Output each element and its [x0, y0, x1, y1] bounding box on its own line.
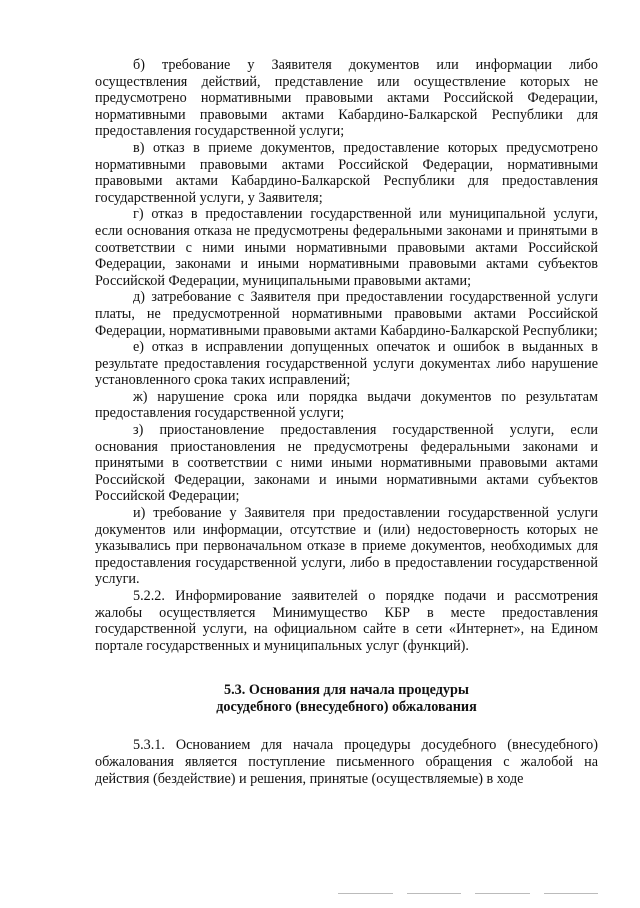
section-heading	[95, 682, 598, 716]
body-paragraph: б) требование у Заявителя документов или информации либо осуществления действий, представление или осуществление которых не предусмотрено нормативными правовыми актами Российской Федерации, нормативными правовыми актами Кабардино-Балкарской Республики для предоставления государственной услуги;	[95, 57, 598, 140]
body-paragraph: и) требование у Заявителя при предоставлении государственной услуги документов или информации, отсутствие и (или) недостоверность которых не указывались при первоначальном отказе в приеме документов, необходимых для предоставления государственной услуги, либо в предоставлении государственной услуги.	[95, 505, 598, 588]
footer-dash	[338, 893, 393, 894]
paragraph-list-top	[95, 57, 598, 654]
body-paragraph: 5.2.2. Информирование заявителей о порядке подачи и рассмотрения жалобы осуществляется Минимущество КБР в месте предоставления государственной услуги, на официальном сайте в сети «Интернет», на Едином портале государственных и муниципальных услуг (функций).	[95, 588, 598, 654]
body-paragraph: з) приостановление предоставления государственной услуги, если основания приостановления не предусмотрены федеральными законами и принятыми в соответствии с ними иными нормативными правовыми актами Российской Федерации, законами и иными нормативными актами субъектов Российской Федерации;	[95, 422, 598, 505]
section-heading-line-2: досудебного (внесудебного) обжалования	[216, 699, 477, 716]
paragraph-list-bottom	[95, 737, 598, 787]
footer-dash	[544, 893, 599, 894]
body-paragraph: ж) нарушение срока или порядка выдачи документов по результатам предоставления государственной услуги;	[95, 388, 598, 422]
footer-dash	[475, 893, 530, 894]
section-heading-line-1: 5.3. Основания для начала процедуры	[224, 682, 469, 699]
document-page	[95, 57, 598, 787]
body-paragraph: д) затребование с Заявителя при предоставлении государственной услуги платы, не предусмотренной нормативными правовыми актами Российской Федерации, нормативными правовыми актами Кабардино-Балкарской Республики;	[95, 289, 598, 339]
body-paragraph: 5.3.1. Основанием для начала процедуры досудебного (внесудебного) обжалования является поступление письменного обращения с жалобой на действия (бездействие) и решения, принятые (осуществляемые) в ходе	[95, 737, 598, 787]
body-paragraph: е) отказ в исправлении допущенных опечаток и ошибок в выданных в результате предоставления государственной услуги документах либо нарушение установленного срока таких исправлений;	[95, 339, 598, 389]
page-footer-marks	[338, 893, 598, 895]
footer-dash	[407, 893, 462, 894]
body-paragraph: в) отказ в приеме документов, предоставление которых предусмотрено нормативными правовыми актами Российской Федерации, нормативными правовыми актами Кабардино-Балкарской Республики для предоставления государственной услуги, у Заявителя;	[95, 139, 598, 206]
body-paragraph: г) отказ в предоставлении государственной или муниципальной услуги, если основания отказа не предусмотрены федеральными законами и принятыми в соответствии с ними иными нормативными правовыми актами Российской Федерации, законами и иными нормативными правовыми актами субъектов Российской Федерации, муниципальными правовыми актами;	[95, 206, 598, 289]
